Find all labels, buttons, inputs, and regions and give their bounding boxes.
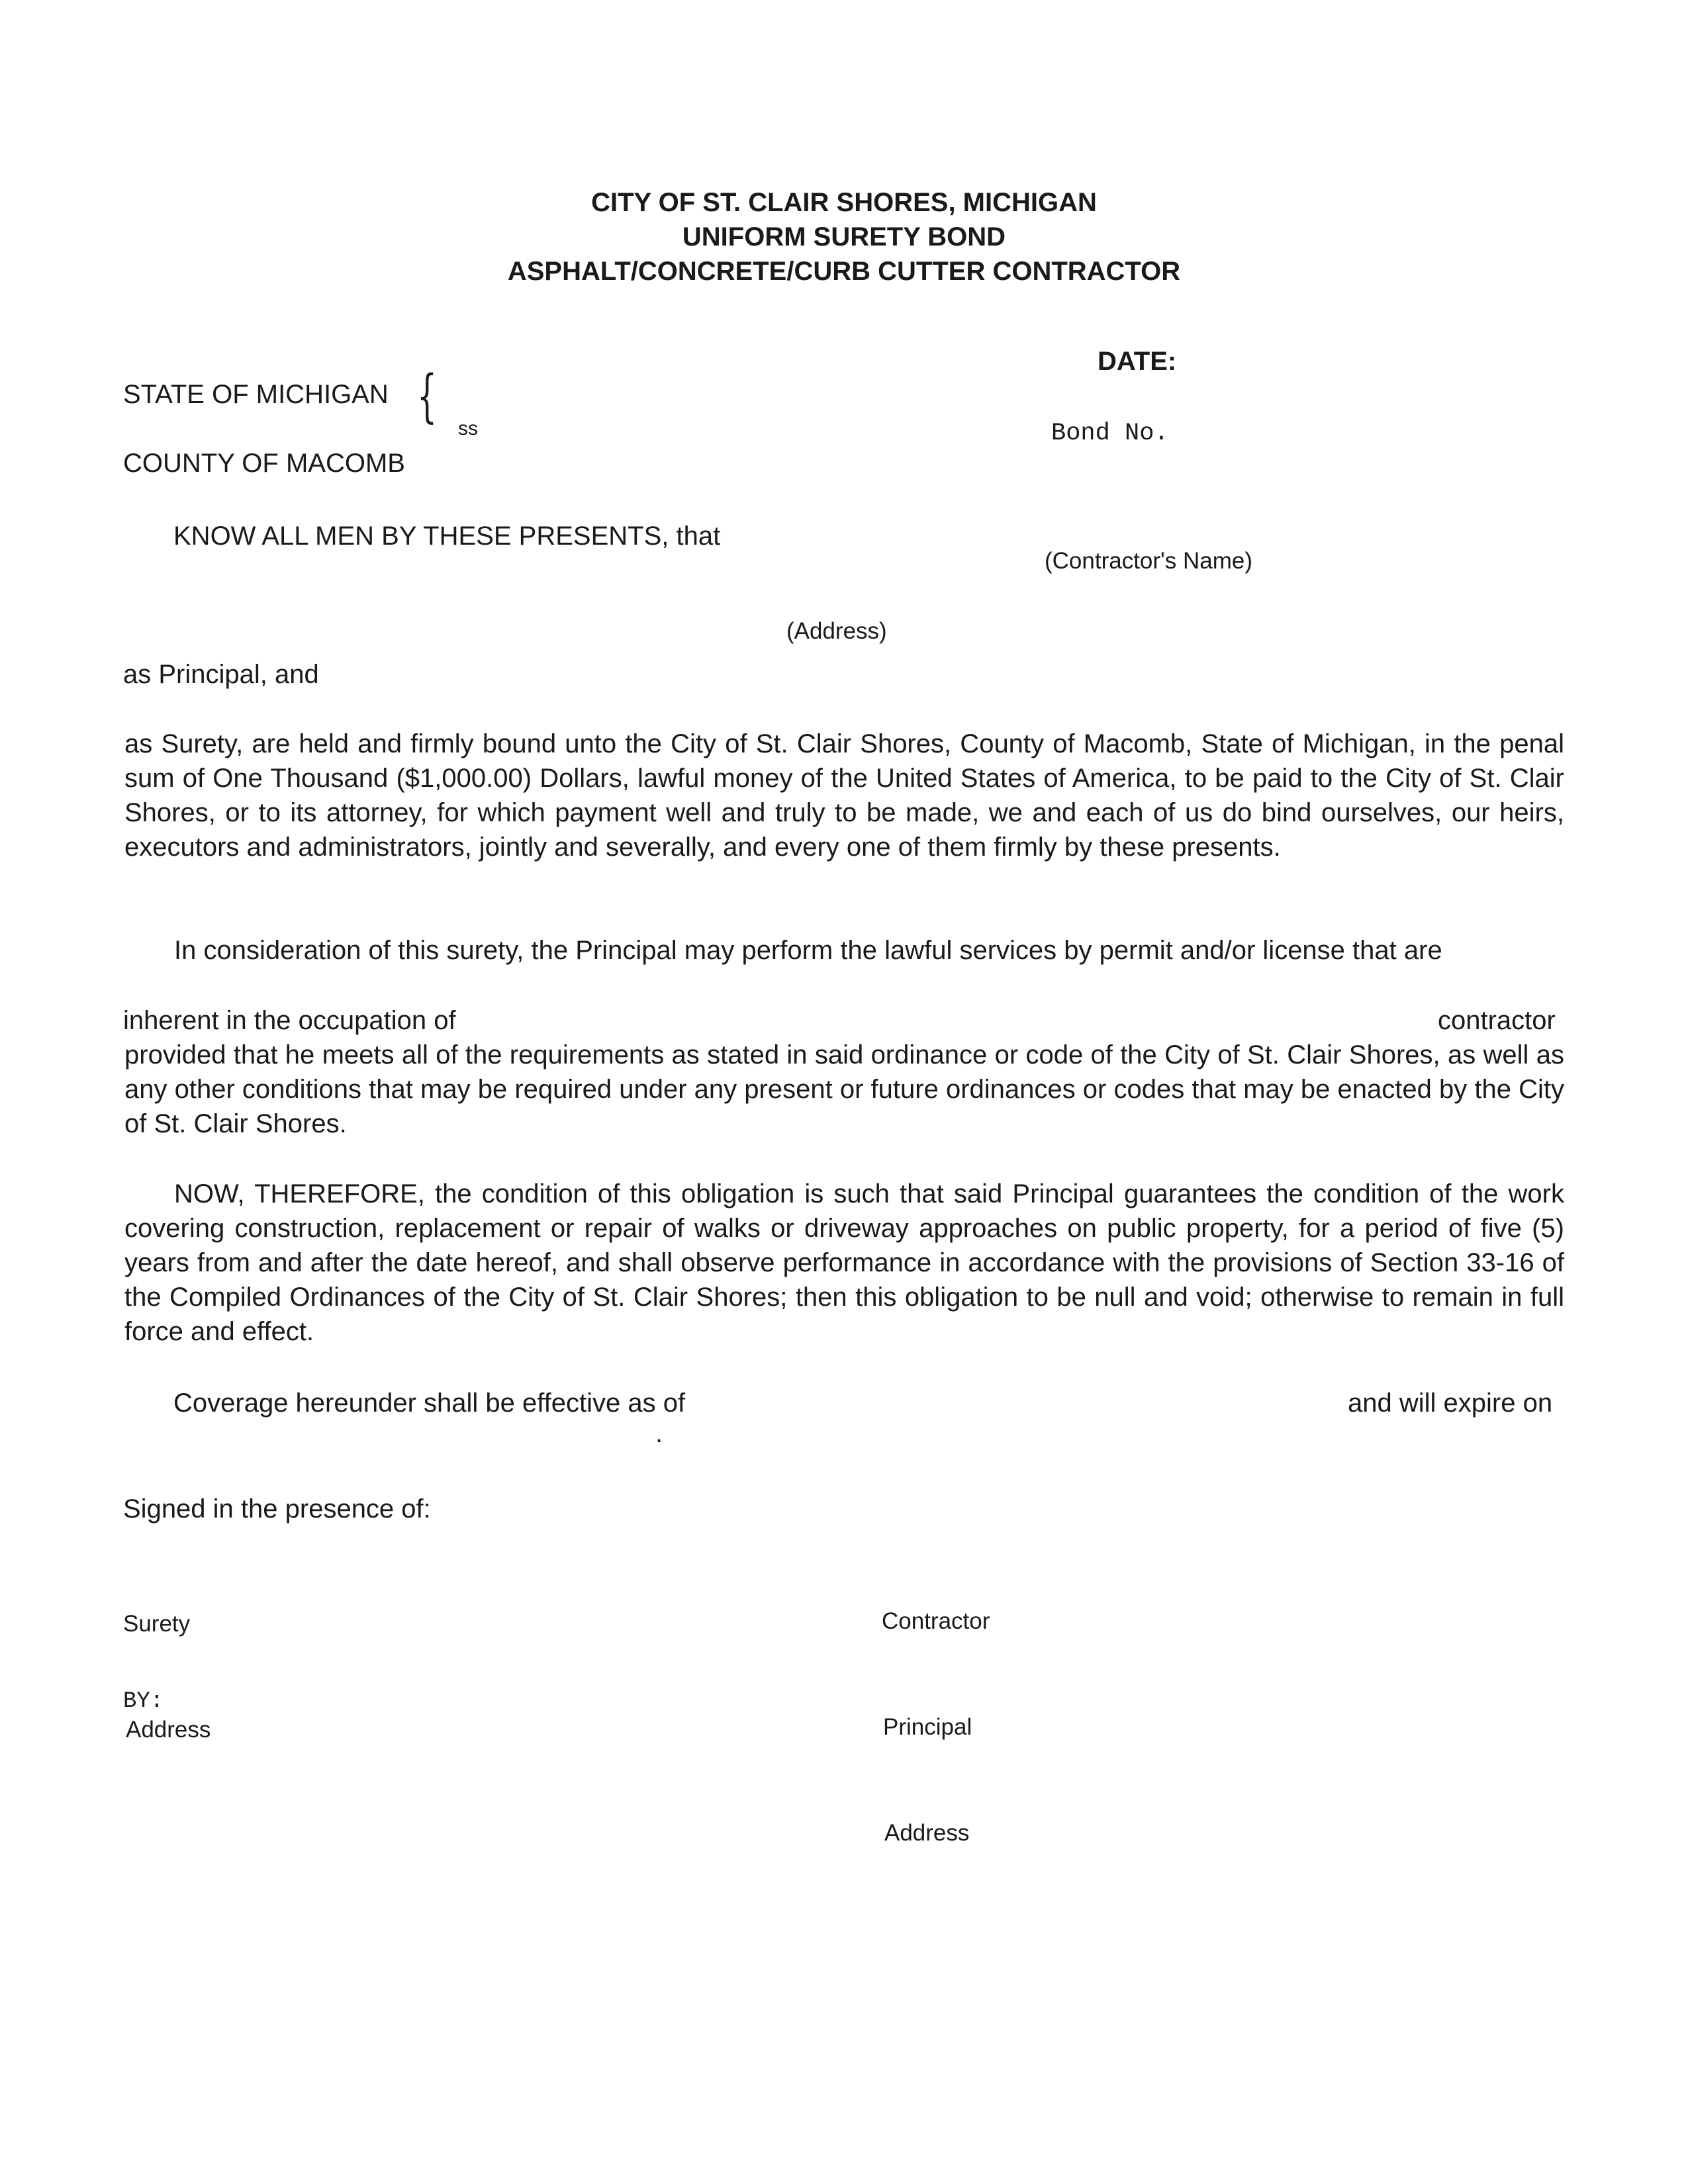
title-contractor-type: ASPHALT/CONCRETE/CURB CUTTER CONTRACTOR xyxy=(507,257,1181,286)
date-label: DATE: xyxy=(1098,347,1177,376)
principal-label: Principal xyxy=(883,1714,972,1740)
state-label: STATE OF MICHIGAN xyxy=(123,380,389,409)
title-city: CITY OF ST. CLAIR SHORES, MICHIGAN xyxy=(591,188,1097,217)
requirements-paragraph: provided that he meets all of the requirements as stated in said ordinance or code of the City of St. Clair Shores, as well as any other conditions that may be required under any present or future ordinances or codes that may be enacted by the City of St. Clair Shores. xyxy=(124,1040,1564,1138)
coverage-effective-text: Coverage hereunder shall be effective as of xyxy=(173,1388,686,1418)
coverage-period: . xyxy=(655,1419,663,1448)
contractor-word: contractor xyxy=(1438,1006,1556,1035)
inherent-occupation-text: inherent in the occupation of xyxy=(123,1006,456,1035)
address-label: (Address) xyxy=(786,618,887,644)
contractor-address-label: Address xyxy=(884,1820,970,1846)
ss-label: ss xyxy=(458,418,478,439)
county-label: COUNTY OF MACOMB xyxy=(123,449,405,478)
bond-number-label: Bond No. xyxy=(1051,420,1169,447)
as-principal-text: as Principal, and xyxy=(123,660,319,689)
signed-presence-text: Signed in the presence of: xyxy=(123,1494,431,1524)
consideration-paragraph: In consideration of this surety, the Principal may perform the lawful services by permit and/or license that are xyxy=(174,936,1442,965)
brace-symbol: { xyxy=(417,363,438,430)
coverage-expire-text: and will expire on xyxy=(1348,1388,1553,1418)
contractor-label: Contractor xyxy=(882,1608,990,1634)
surety-address-label: Address xyxy=(126,1717,211,1743)
therefore-paragraph: NOW, THEREFORE, the condition of this obligation is such that said Principal guarantees the condition of the work covering construction, replacement or repair of walks or driveway approaches on public property, for a period of five (5) years from and after the date hereof, and shall observe performance in accordance with the provisions of Section 33-16 of the Compiled Ordinances of the City of St. Clair Shores; then this obligation to be null and void; otherwise to remain in full force and effect. xyxy=(124,1179,1564,1346)
by-label: BY: xyxy=(123,1689,164,1714)
know-all-men-text: KNOW ALL MEN BY THESE PRESENTS, that xyxy=(173,522,721,551)
contractor-name-label: (Contractor's Name) xyxy=(1045,548,1252,574)
surety-paragraph: as Surety, are held and firmly bound unto the City of St. Clair Shores, County of Macomb, State of Michigan, in the penal sum of One Thousand ($1,000.00) Dollars, lawful money of the United States of America, to be paid to the City of St. Clair Shores, or to its attorney, for which payment well and truly to be made, we and each of us do bind ourselves, our heirs, executors and administrators, jointly and severally, and every one of them firmly by these presents. xyxy=(124,729,1564,862)
title-bond-type: UNIFORM SURETY BOND xyxy=(682,222,1006,251)
surety-label: Surety xyxy=(123,1611,191,1637)
